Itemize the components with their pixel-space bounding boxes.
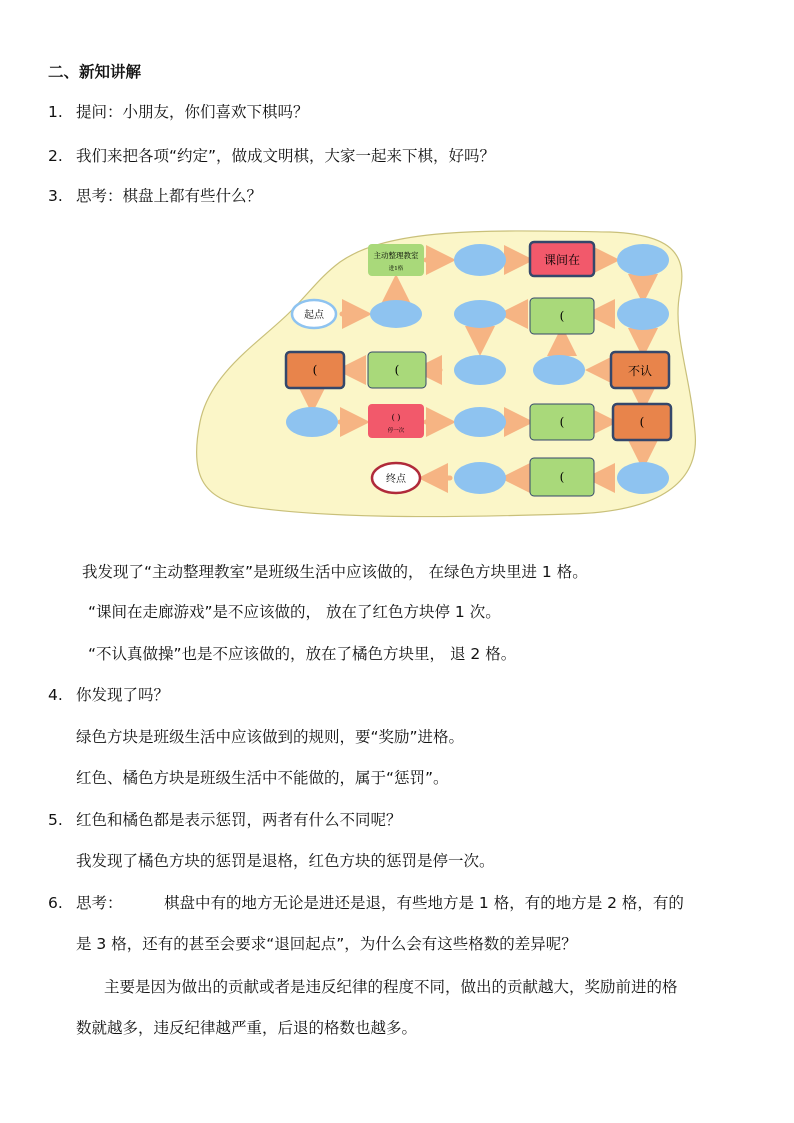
item-number: 6. [48, 894, 63, 912]
item-number: 2. [48, 147, 63, 165]
q4-line-1: 绿色方块是班级生活中应该做到的规则，要“奖励”进格。 [76, 728, 465, 746]
item-6 [48, 893, 684, 913]
item-number: 1. [48, 103, 63, 121]
blue-node [454, 462, 506, 494]
item-text: 你发现了吗？ [76, 686, 170, 704]
q4-line-2: 红色、橘色方块是班级生活中不能做的，属于“惩罚”。 [76, 769, 449, 787]
finding-1: 我发现了“主动整理教室”是班级生活中应该做的， 在绿色方块里进 1 格。 [82, 563, 588, 581]
item-label: 思考： [76, 894, 123, 912]
q6-answer-1: 主要是因为做出的贡献或者是违反纪律的程度不同，做出的贡献越大，奖励前进的格 [104, 978, 678, 996]
blue-node [286, 407, 338, 437]
item-text: 红色和橘色都是表示惩罚，两者有什么不同呢？ [76, 811, 402, 829]
green-row5-bracket: ( [559, 470, 565, 484]
item-2 [48, 146, 496, 166]
blue-node [617, 244, 669, 276]
item-text: 棋盘中有的地方无论是进还是退，有些地方是 1 格，有的地方是 2 格，有的 [164, 894, 684, 912]
green-row3-bracket: ( [394, 363, 400, 377]
item-3 [48, 186, 263, 206]
q6-answer-2: 数就越多，违反纪律越严重，后退的格数也越多。 [76, 1019, 418, 1037]
item-text: 提问：小朋友，你们喜欢下棋吗？ [76, 103, 309, 121]
blue-node [617, 298, 669, 330]
item-text: 我们来把各项“约定”，做成文明棋，大家一起来下棋，好吗？ [76, 147, 496, 165]
red-mid-sub: 停一次 [387, 428, 405, 434]
orange-row4-bracket: ( [639, 415, 645, 429]
blue-node [533, 355, 585, 385]
item-4 [48, 685, 170, 705]
orange-right-label: 不认 [627, 364, 653, 378]
finding-3: “不认真做操”也是不应该做的，放在了橘色方块里， 退 2 格。 [88, 645, 517, 663]
orange-left-bracket: ( [312, 363, 318, 377]
item-5 [48, 810, 402, 830]
item-number: 4. [48, 686, 63, 704]
blue-node [370, 300, 422, 328]
green-mid-bracket: ( [559, 309, 565, 323]
item-number: 3. [48, 187, 63, 205]
finding-2: “课间在走廊游戏”是不应该做的， 放在了红色方块停 1 次。 [88, 603, 501, 621]
section-title: 二、新知讲解 [48, 63, 142, 81]
green-top-sub: 进1格 [388, 266, 404, 272]
blue-node [454, 407, 506, 437]
q6-line-2: 是 3 格，还有的甚至会要求“退回起点”，为什么会有这些格数的差异呢？ [76, 935, 577, 953]
blue-node [454, 244, 506, 276]
item-text: 思考：棋盘上都有些什么？ [76, 187, 263, 205]
blue-node [454, 300, 506, 328]
end-label: 终点 [386, 474, 406, 485]
start-label: 起点 [304, 310, 324, 321]
green-top-label: 主动整理教室 [373, 251, 419, 260]
item-number: 5. [48, 811, 63, 829]
q5-answer: 我发现了橘色方块的惩罚是退格，红色方块的惩罚是停一次。 [76, 852, 495, 870]
chess-board-diagram [190, 222, 710, 520]
item-1 [48, 102, 309, 122]
green-row4-bracket: ( [559, 415, 565, 429]
blue-node [617, 462, 669, 494]
red-mid-bracket: ( ) [391, 413, 401, 422]
blue-node [454, 355, 506, 385]
red-top-label: 课间在 [543, 253, 581, 267]
